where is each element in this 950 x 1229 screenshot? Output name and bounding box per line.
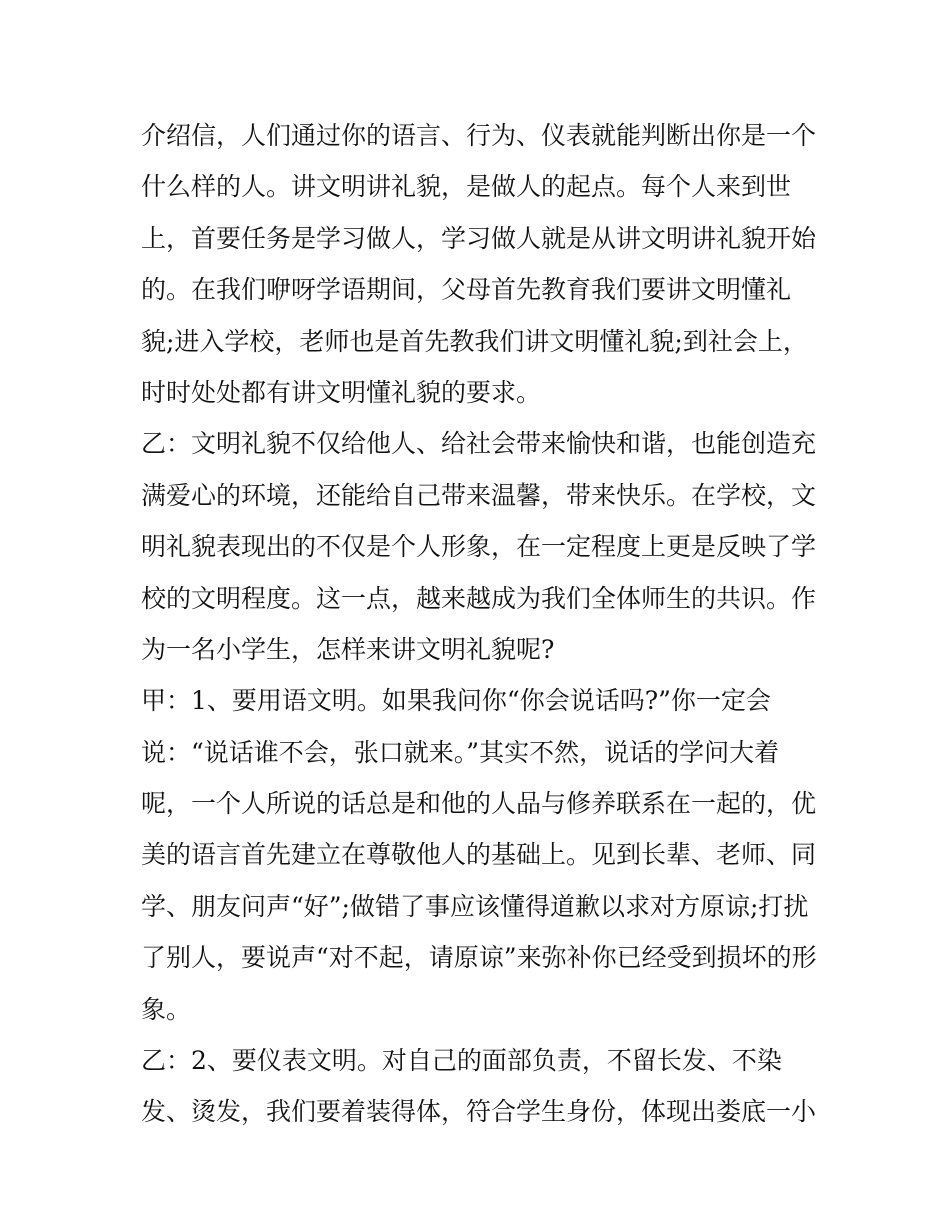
text-line: 发、烫发，我们要着装得体，符合学生身份，体现出娄底一小	[141, 1097, 817, 1127]
text-line: 时时处处都有讲文明懂礼貌的要求。	[141, 377, 542, 407]
text-line: 乙：2、要仪表文明。对自己的面部负责，不留长发、不染	[141, 1046, 782, 1076]
text-line: 明礼貌表现出的不仅是个人形象，在一定程度上更是反映了学	[141, 532, 817, 562]
text-line: 学、朋友问声“好”;做错了事应该懂得道歉以求对方原谅;打扰	[141, 891, 809, 921]
text-line: 校的文明程度。这一点，越来越成为我们全体师生的共识。作	[141, 583, 817, 613]
body-text	[141, 110, 821, 1138]
text-line: 的。在我们咿呀学语期间，父母首先教育我们要讲文明懂礼	[141, 275, 792, 305]
text-line: 貌;进入学校，老师也是首先教我们讲文明懂礼貌;到社会上，	[141, 326, 808, 356]
text-line: 介绍信，人们通过你的语言、行为、仪表就能判断出你是一个	[141, 121, 817, 150]
text-line: 上，首要任务是学习做人，学习做人就是从讲文明讲礼貌开始	[141, 223, 817, 253]
text-line: 说：“说话谁不会，张口就来。”其实不然，说话的学问大着	[141, 737, 780, 767]
text-line: 什么样的人。讲文明讲礼貌，是做人的起点。每个人来到世	[141, 172, 792, 202]
text-line: 了别人，要说声“对不起，请原谅”来弥补你已经受到损坏的形	[141, 943, 817, 973]
text-line: 象。	[141, 994, 192, 1024]
text-line: 满爱心的环境，还能给自己带来温馨，带来快乐。在学校，文	[141, 480, 817, 510]
text-line: 呢，一个人所说的话总是和他的人品与修养联系在一起的，优	[141, 789, 817, 819]
text-line: 乙：文明礼貌不仅给他人、给社会带来愉快和谐，也能创造充	[141, 429, 817, 459]
text-line: 甲：1、要用语文明。如果我问你“你会说话吗?”你一定会	[141, 686, 771, 716]
text-line: 为一名小学生，怎样来讲文明礼貌呢?	[141, 634, 555, 664]
text-line: 美的语言首先建立在尊敬他人的基础上。见到长辈、老师、同	[141, 840, 817, 870]
